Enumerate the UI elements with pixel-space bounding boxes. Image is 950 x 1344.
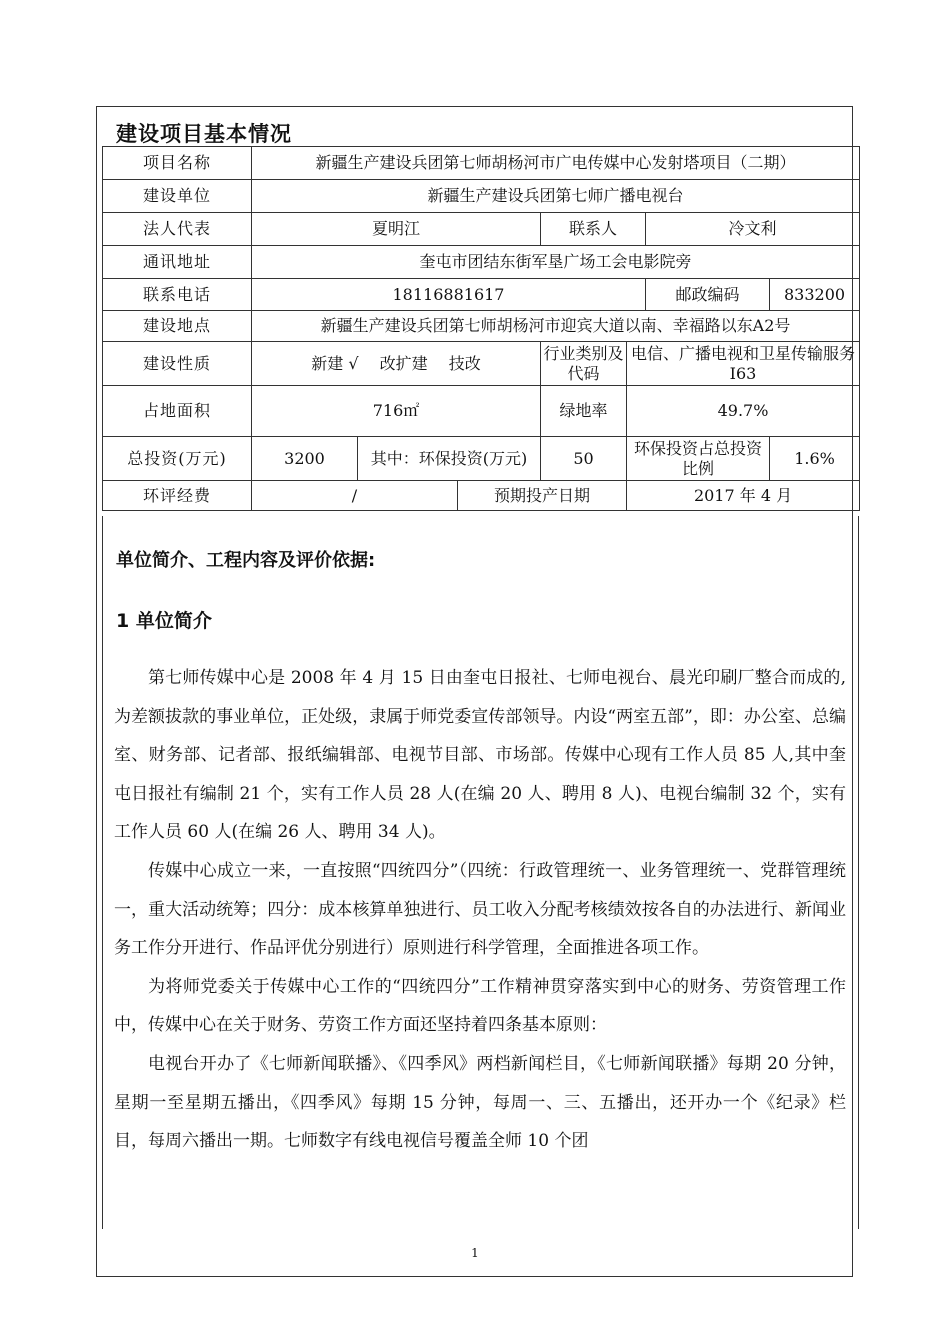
subsection-title: 1 单位简介 bbox=[116, 610, 212, 632]
section-title: 单位简介、工程内容及评价依据: bbox=[116, 550, 376, 571]
page-number: 1 bbox=[471, 1246, 479, 1260]
contact-value: 冷文利 bbox=[646, 213, 860, 246]
contact-label: 联系人 bbox=[541, 213, 646, 246]
table-row bbox=[103, 279, 860, 311]
investment-value: 3200 bbox=[252, 437, 358, 481]
table-row bbox=[103, 342, 860, 386]
legal-rep-label: 法人代表 bbox=[103, 213, 252, 246]
table-row bbox=[103, 311, 860, 342]
postcode-label: 邮政编码 bbox=[646, 279, 770, 311]
project-info-table bbox=[102, 146, 860, 511]
area-value: 716㎡ bbox=[252, 386, 541, 437]
nature-value: 新建 √ 改扩建 技改 bbox=[252, 342, 541, 386]
body-text bbox=[114, 659, 846, 1161]
paragraph: 为将师党委关于传媒中心工作的“四统四分”工作精神贯穿落实到中心的财务、劳资管理工作中，传媒中心在关于财务、劳资工作方面还坚持着四条基本原则： bbox=[114, 976, 846, 1036]
phone-value: 18116881617 bbox=[252, 279, 646, 311]
nature-label: 建设性质 bbox=[103, 342, 252, 386]
paragraph: 传媒中心成立一来，一直按照“四统四分”（四统：行政管理统一、业务管理统一、党群管理统一，重大活动统筹；四分：成本核算单独进行、员工收入分配考核绩效按各自的办法进行、新闻业务工作分开进行、作品评优分别进行）原则进行科学管理，全面推进各项工作。 bbox=[114, 860, 846, 959]
builder-label: 建设单位 bbox=[103, 180, 252, 213]
table-row bbox=[103, 386, 860, 437]
table-row bbox=[103, 147, 860, 180]
table-row bbox=[103, 246, 860, 279]
table-row bbox=[103, 180, 860, 213]
industry-label: 行业类别及代码 bbox=[541, 342, 627, 386]
legal-rep-value: 夏明江 bbox=[252, 213, 541, 246]
postcode-value: 833200 bbox=[770, 279, 860, 311]
table-row bbox=[103, 213, 860, 246]
document-heading: 建设项目基本情况 bbox=[116, 122, 292, 146]
start-date-value: 2017 年 4 月 bbox=[627, 481, 860, 511]
investment-label: 总投资(万元) bbox=[103, 437, 252, 481]
env-ratio-value: 1.6% bbox=[770, 437, 860, 481]
env-investment-label: 其中：环保投资(万元) bbox=[358, 437, 541, 481]
eia-fee-label: 环评经费 bbox=[103, 481, 252, 511]
paragraph: 第七师传媒中心是 2008 年 4 月 15 日由奎屯日报社、七师电视台、晨光印刷厂整合而成的,为差额拔款的事业单位，正处级，隶属于师党委宣传部领导。内设“两室五部”，即：办公室、总编室、财务部、记者部、报纸编辑部、电视节目部、市场部。传媒中心现有工作人员 85 人,其中奎屯日报社有编制 21 个，实有工作人员 28 人(在编 20 人、聘用 8 人)、电视台编制 32 个，实有工作人员 60 人(在编 26 人、聘用 34 人)。 bbox=[114, 668, 846, 843]
phone-label: 联系电话 bbox=[103, 279, 252, 311]
start-date-label: 预期投产日期 bbox=[458, 481, 627, 511]
green-value: 49.7% bbox=[627, 386, 860, 437]
paragraph: 电视台开办了《七师新闻联播》、《四季风》两档新闻栏目，《七师新闻联播》每期 20 分钟，星期一至星期五播出，《四季风》每期 15 分钟，每周一、三、五播出，还开办一个《纪录》栏目，每周六播出一期。七师数字有线电视信号覆盖全师 10 个团 bbox=[114, 1053, 846, 1152]
eia-fee-value: / bbox=[252, 481, 458, 511]
location-value: 新疆生产建设兵团第七师胡杨河市迎宾大道以南、幸福路以东A2号 bbox=[252, 311, 860, 342]
project-name-label: 项目名称 bbox=[103, 147, 252, 180]
industry-value: 电信、广播电视和卫星传输服务 I63 bbox=[627, 342, 860, 386]
location-label: 建设地点 bbox=[103, 311, 252, 342]
table-row bbox=[103, 437, 860, 481]
green-label: 绿地率 bbox=[541, 386, 627, 437]
project-name-value: 新疆生产建设兵团第七师胡杨河市广电传媒中心发射塔项目（二期） bbox=[252, 147, 860, 180]
address-value: 奎屯市团结东街军垦广场工会电影院旁 bbox=[252, 246, 860, 279]
env-investment-value: 50 bbox=[541, 437, 627, 481]
area-label: 占地面积 bbox=[103, 386, 252, 437]
table-row bbox=[103, 481, 860, 511]
env-ratio-label: 环保投资占总投资比例 bbox=[627, 437, 770, 481]
builder-value: 新疆生产建设兵团第七师广播电视台 bbox=[252, 180, 860, 213]
address-label: 通讯地址 bbox=[103, 246, 252, 279]
